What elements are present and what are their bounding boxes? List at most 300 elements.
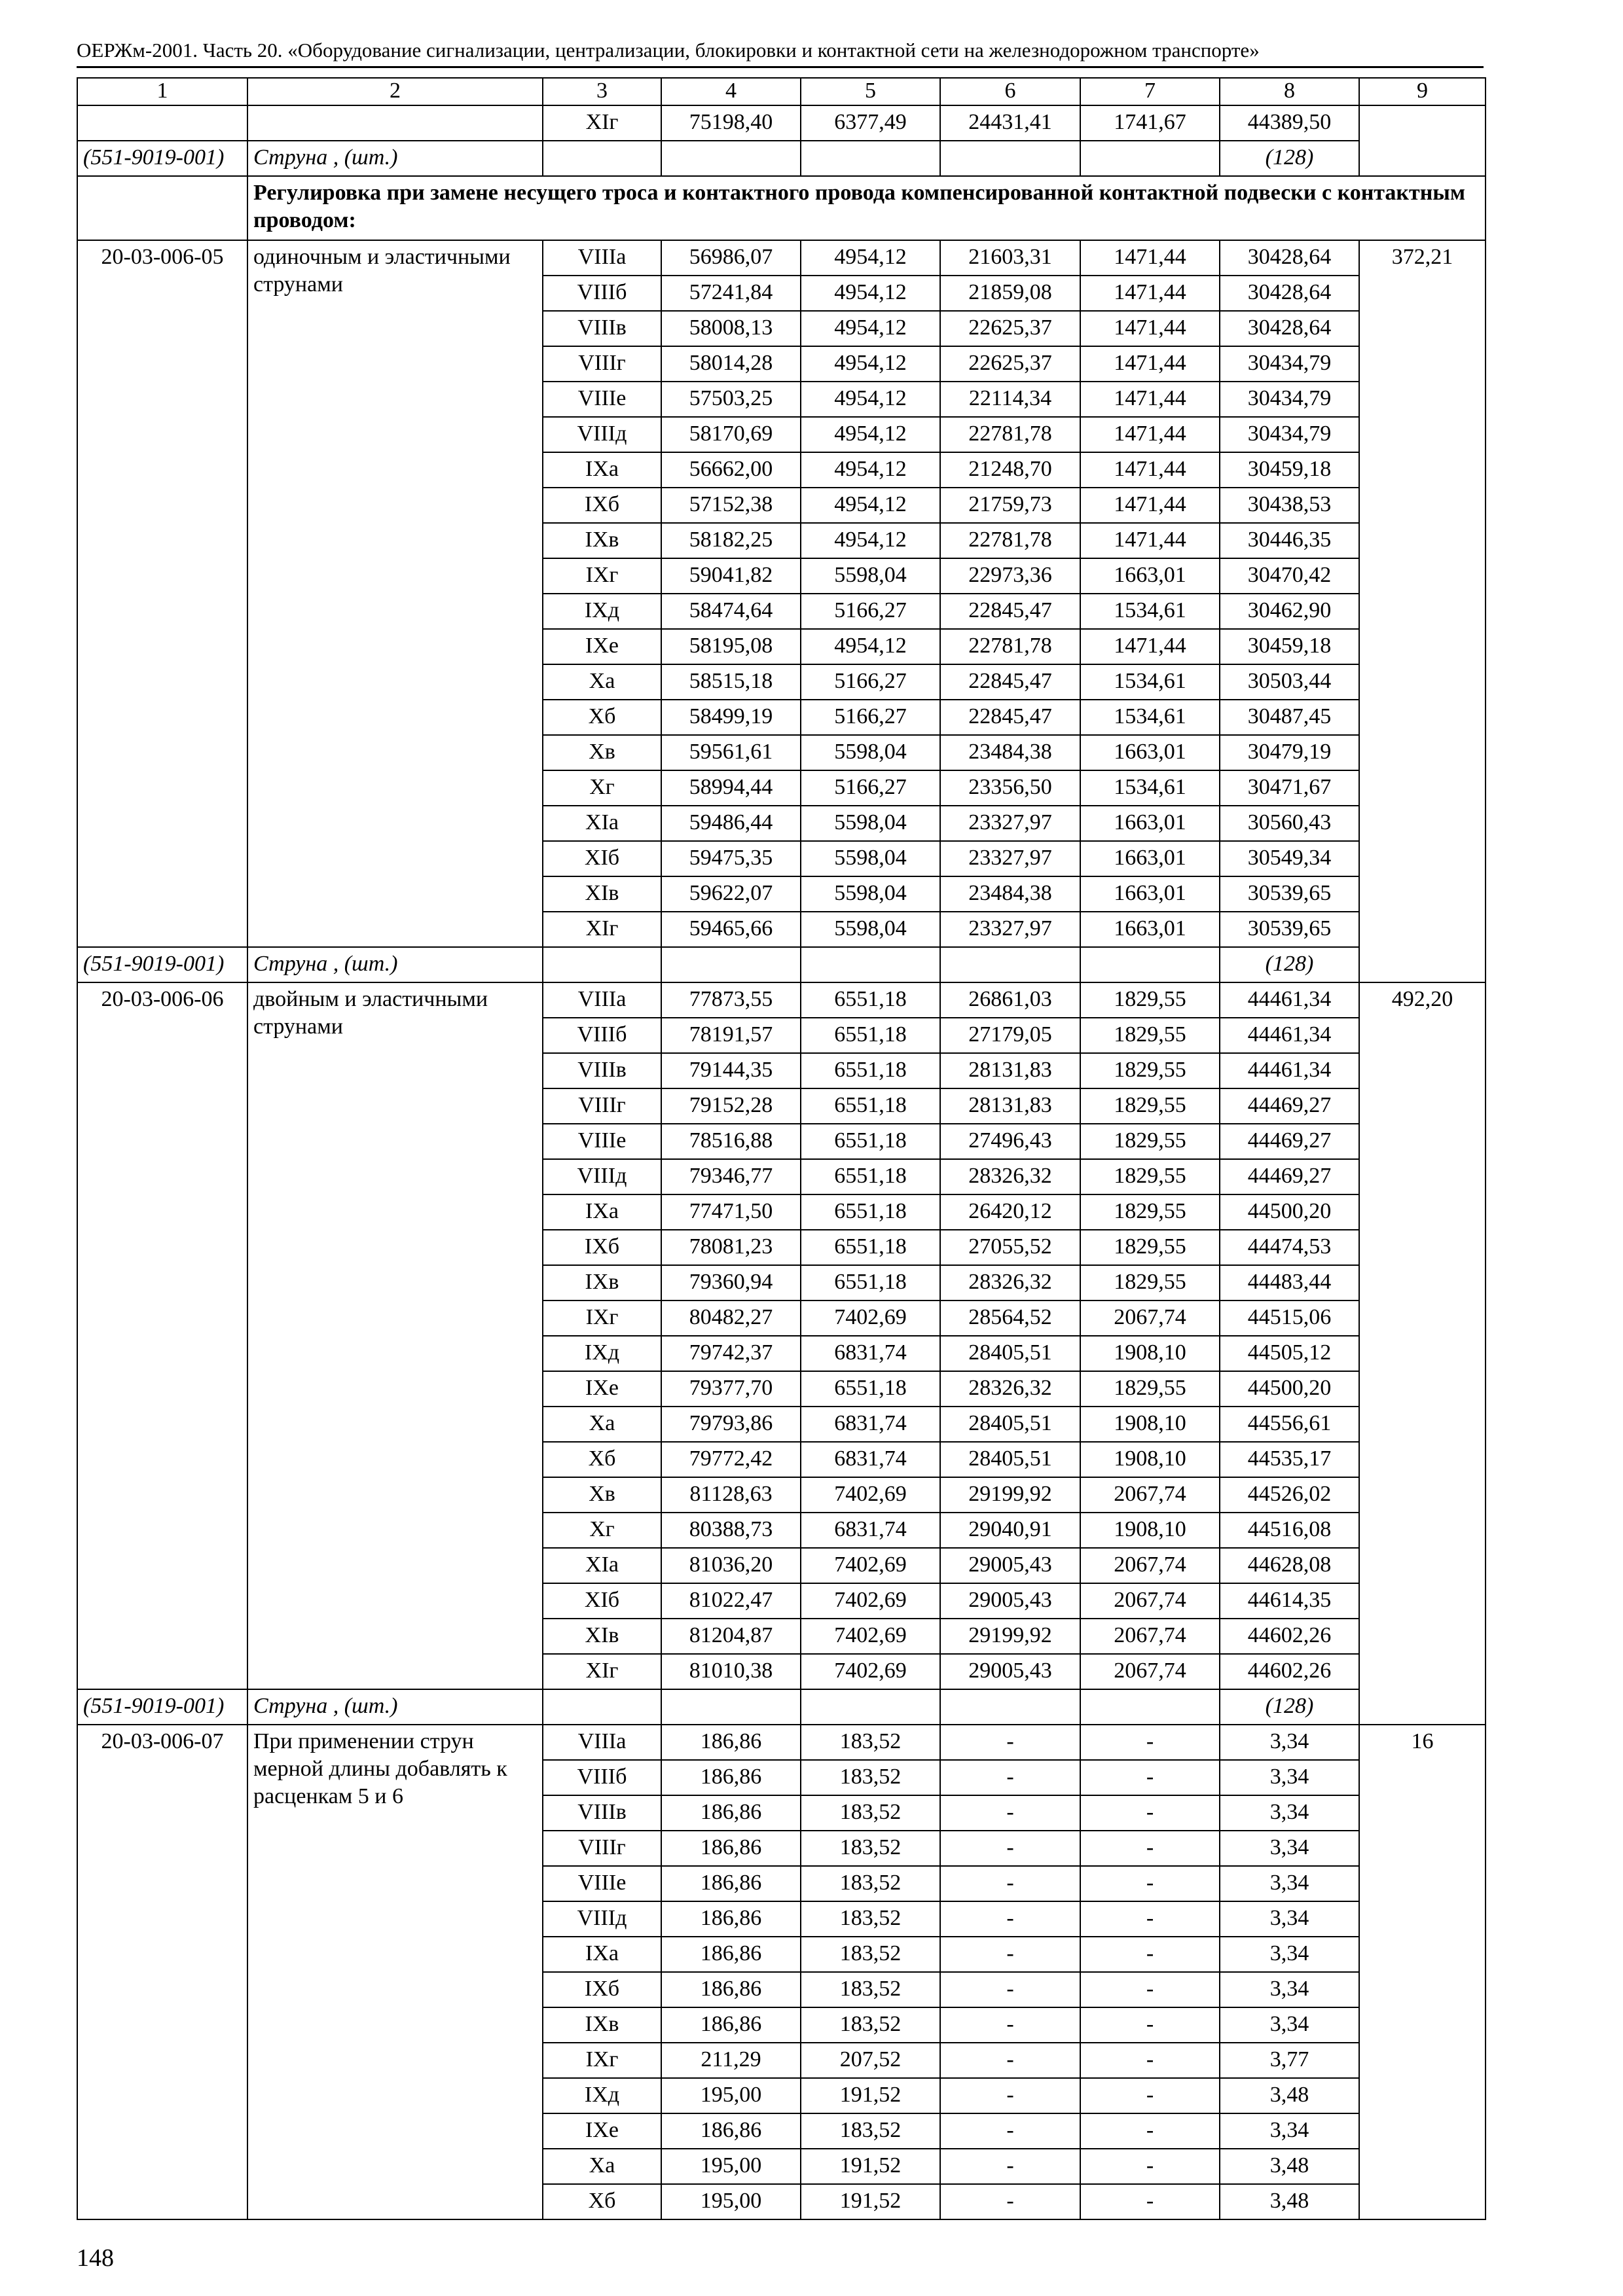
zone-cell: Ха — [543, 664, 661, 700]
wages-cell: 6551,18 — [801, 1265, 940, 1300]
wages-cell: 7402,69 — [801, 1477, 940, 1513]
machinist-wages-cell: 1471,44 — [1080, 276, 1220, 311]
wages-cell: 5598,04 — [801, 876, 940, 912]
materials-cell: 44469,27 — [1220, 1159, 1359, 1194]
machinist-wages-cell: 1908,10 — [1080, 1513, 1220, 1548]
zone-cell: Хв — [543, 1477, 661, 1513]
machinist-wages-cell: 1663,01 — [1080, 912, 1220, 947]
total-cost-cell: 80388,73 — [661, 1513, 801, 1548]
machines-cell: 27496,43 — [940, 1124, 1080, 1159]
machines-cell: 21859,08 — [940, 276, 1080, 311]
column-number-7: 7 — [1080, 78, 1220, 105]
machinist-wages-cell: 1908,10 — [1080, 1336, 1220, 1371]
table-row — [77, 105, 1486, 141]
wages-cell: 183,52 — [801, 1760, 940, 1795]
column-number-2: 2 — [247, 78, 543, 105]
wages-cell: 6551,18 — [801, 1371, 940, 1407]
total-cost-cell: 78081,23 — [661, 1230, 801, 1265]
materials-cell: 3,34 — [1220, 1760, 1359, 1795]
zone-cell: IХг — [543, 2043, 661, 2078]
wages-cell: 6831,74 — [801, 1513, 940, 1548]
machines-cell: 29199,92 — [940, 1477, 1080, 1513]
wages-cell: 183,52 — [801, 1972, 940, 2007]
machines-cell: 22845,47 — [940, 700, 1080, 735]
total-cost-cell: 58195,08 — [661, 629, 801, 664]
wages-cell: 6551,18 — [801, 1230, 940, 1265]
materials-cell: 44500,20 — [1220, 1194, 1359, 1230]
total-cost-cell: 58182,25 — [661, 523, 801, 558]
materials-cell: 3,48 — [1220, 2184, 1359, 2219]
zone-cell: VIIIа — [543, 240, 661, 276]
machines-cell: 22781,78 — [940, 523, 1080, 558]
total-cost-cell: 77471,50 — [661, 1194, 801, 1230]
zone-cell: VIIIа — [543, 1725, 661, 1760]
wages-cell: 4954,12 — [801, 629, 940, 664]
machinist-wages-cell: 1829,55 — [1080, 1018, 1220, 1053]
machinist-wages-cell: 1471,44 — [1080, 240, 1220, 276]
materials-cell: 30560,43 — [1220, 806, 1359, 841]
total-cost-cell: 59622,07 — [661, 876, 801, 912]
machinist-wages-cell: 1663,01 — [1080, 806, 1220, 841]
material-qty-cell: (128) — [1220, 141, 1359, 176]
machines-cell: 29005,43 — [940, 1548, 1080, 1583]
wages-cell: 4954,12 — [801, 276, 940, 311]
machines-cell: - — [940, 1937, 1080, 1972]
materials-cell: 3,34 — [1220, 1795, 1359, 1831]
total-cost-cell: 195,00 — [661, 2078, 801, 2113]
wages-cell: 5598,04 — [801, 806, 940, 841]
wages-cell: 4954,12 — [801, 417, 940, 452]
materials-cell: 44474,53 — [1220, 1230, 1359, 1265]
machines-cell: 23484,38 — [940, 735, 1080, 770]
total-cost-cell: 80482,27 — [661, 1300, 801, 1336]
wages-cell: 183,52 — [801, 1795, 940, 1831]
machinist-wages-cell: 1471,44 — [1080, 382, 1220, 417]
table-row — [77, 240, 1486, 276]
price-table — [77, 77, 1486, 2220]
code-cell: 20-03-006-05 — [77, 240, 247, 947]
zone-cell: VIIIа — [543, 982, 661, 1018]
materials-cell: 3,77 — [1220, 2043, 1359, 2078]
material-code-cell: (551-9019-001) — [77, 1689, 247, 1725]
materials-cell: 30487,45 — [1220, 700, 1359, 735]
machines-cell: 22845,47 — [940, 594, 1080, 629]
zone-cell: IХв — [543, 1265, 661, 1300]
materials-cell: 30539,65 — [1220, 876, 1359, 912]
zone-cell: ХIб — [543, 841, 661, 876]
total-cost-cell: 75198,40 — [661, 105, 801, 141]
material-code-cell: (551-9019-001) — [77, 947, 247, 982]
wages-cell: 5166,27 — [801, 700, 940, 735]
materials-cell: 44469,27 — [1220, 1124, 1359, 1159]
total-cost-cell: 81128,63 — [661, 1477, 801, 1513]
total-cost-cell: 58499,19 — [661, 700, 801, 735]
materials-cell: 44461,34 — [1220, 1018, 1359, 1053]
machines-cell: 23327,97 — [940, 806, 1080, 841]
machines-cell: 22625,37 — [940, 311, 1080, 346]
total-cost-cell: 81204,87 — [661, 1619, 801, 1654]
machinist-wages-cell: 2067,74 — [1080, 1300, 1220, 1336]
wages-cell: 5598,04 — [801, 558, 940, 594]
machines-cell: - — [940, 1901, 1080, 1937]
total-cost-cell: 58008,13 — [661, 311, 801, 346]
machines-cell: 21759,73 — [940, 488, 1080, 523]
wages-cell: 6551,18 — [801, 1194, 940, 1230]
materials-cell: 30434,79 — [1220, 382, 1359, 417]
table-row — [77, 982, 1486, 1018]
materials-cell: 3,34 — [1220, 2007, 1359, 2043]
wages-cell: 6831,74 — [801, 1336, 940, 1371]
materials-cell: 30539,65 — [1220, 912, 1359, 947]
machines-cell: - — [940, 2149, 1080, 2184]
total-cost-cell: 186,86 — [661, 1831, 801, 1866]
machines-cell: 22114,34 — [940, 382, 1080, 417]
materials-cell: 44535,17 — [1220, 1442, 1359, 1477]
total-cost-cell: 186,86 — [661, 1795, 801, 1831]
machinist-wages-cell: 1534,61 — [1080, 594, 1220, 629]
machines-cell: - — [940, 1831, 1080, 1866]
materials-cell: 3,48 — [1220, 2078, 1359, 2113]
wages-cell: 191,52 — [801, 2078, 940, 2113]
machines-cell: 23327,97 — [940, 841, 1080, 876]
machines-cell: 29199,92 — [940, 1619, 1080, 1654]
wages-cell: 183,52 — [801, 1901, 940, 1937]
machinist-wages-cell: - — [1080, 2184, 1220, 2219]
machines-cell: 28326,32 — [940, 1159, 1080, 1194]
materials-cell: 44505,12 — [1220, 1336, 1359, 1371]
empty-cell — [77, 176, 247, 240]
header-rule — [77, 66, 1484, 68]
wages-cell: 183,52 — [801, 2007, 940, 2043]
machinist-wages-cell: 1829,55 — [1080, 1230, 1220, 1265]
wages-cell: 7402,69 — [801, 1300, 940, 1336]
zone-cell: IХб — [543, 1972, 661, 2007]
material-qty-cell: (128) — [1220, 947, 1359, 982]
materials-cell: 44461,34 — [1220, 982, 1359, 1018]
total-cost-cell: 58014,28 — [661, 346, 801, 382]
machinist-wages-cell: 1471,44 — [1080, 452, 1220, 488]
total-cost-cell: 186,86 — [661, 1937, 801, 1972]
zone-cell: Ха — [543, 2149, 661, 2184]
total-cost-cell: 186,86 — [661, 1760, 801, 1795]
empty-cell — [1080, 947, 1220, 982]
section-title: Регулировка при замене несущего троса и контактного провода компенсированной контактной подвески с контактным проводом: — [247, 176, 1486, 240]
running-header: ОЕРЖм-2001. Часть 20. «Оборудование сигнализации, централизации, блокировки и контактной сети на железнодорожном транспорте» — [77, 39, 1260, 62]
machinist-wages-cell: 1829,55 — [1080, 982, 1220, 1018]
zone-cell: IХд — [543, 594, 661, 629]
zone-cell: Хв — [543, 735, 661, 770]
zone-cell: VIIIб — [543, 1760, 661, 1795]
total-cost-cell: 186,86 — [661, 1972, 801, 2007]
zone-cell: IХв — [543, 523, 661, 558]
machines-cell: 29005,43 — [940, 1654, 1080, 1689]
wages-cell: 6831,74 — [801, 1407, 940, 1442]
zone-cell: Ха — [543, 1407, 661, 1442]
zone-cell: IХе — [543, 2113, 661, 2149]
zone-cell: ХIб — [543, 1583, 661, 1619]
machines-cell: 28326,32 — [940, 1371, 1080, 1407]
machinist-wages-cell: 1534,61 — [1080, 700, 1220, 735]
machinist-wages-cell: - — [1080, 2043, 1220, 2078]
machines-cell: 21248,70 — [940, 452, 1080, 488]
column-number-9: 9 — [1359, 78, 1486, 105]
machines-cell: 23484,38 — [940, 876, 1080, 912]
machinist-wages-cell: 1829,55 — [1080, 1088, 1220, 1124]
machines-cell: 28405,51 — [940, 1442, 1080, 1477]
section-title-row — [77, 176, 1486, 240]
materials-cell: 30479,19 — [1220, 735, 1359, 770]
materials-cell: 3,34 — [1220, 1901, 1359, 1937]
materials-cell: 44602,26 — [1220, 1654, 1359, 1689]
machines-cell: 27055,52 — [940, 1230, 1080, 1265]
total-cost-cell: 78191,57 — [661, 1018, 801, 1053]
zone-cell: VIIIг — [543, 1088, 661, 1124]
machines-cell: 26420,12 — [940, 1194, 1080, 1230]
empty-cell — [543, 141, 661, 176]
empty-cell — [940, 1689, 1080, 1725]
zone-cell: ХIв — [543, 1619, 661, 1654]
machines-cell: 28326,32 — [940, 1265, 1080, 1300]
wages-cell: 5166,27 — [801, 594, 940, 629]
material-name-cell: Струна , (шт.) — [247, 141, 543, 176]
material-qty-cell: (128) — [1220, 1689, 1359, 1725]
materials-cell: 3,34 — [1220, 1866, 1359, 1901]
zone-cell: IХа — [543, 1937, 661, 1972]
machines-cell: 23327,97 — [940, 912, 1080, 947]
total-cost-cell: 57241,84 — [661, 276, 801, 311]
wages-cell: 4954,12 — [801, 452, 940, 488]
empty-cell — [940, 947, 1080, 982]
materials-cell: 44556,61 — [1220, 1407, 1359, 1442]
total-cost-cell: 79377,70 — [661, 1371, 801, 1407]
wages-cell: 183,52 — [801, 1937, 940, 1972]
material-row — [77, 947, 1486, 982]
zone-cell: Хг — [543, 770, 661, 806]
materials-cell: 30428,64 — [1220, 276, 1359, 311]
name-cell — [247, 105, 543, 141]
machinist-wages-cell: 1534,61 — [1080, 664, 1220, 700]
material-code-cell: (551-9019-001) — [77, 141, 247, 176]
material-row — [77, 141, 1486, 176]
materials-cell: 44602,26 — [1220, 1619, 1359, 1654]
materials-cell: 30428,64 — [1220, 240, 1359, 276]
machinist-wages-cell: - — [1080, 1831, 1220, 1866]
column-number-8: 8 — [1220, 78, 1359, 105]
total-cost-cell: 79360,94 — [661, 1265, 801, 1300]
total-cost-cell: 81010,38 — [661, 1654, 801, 1689]
total-cost-cell: 186,86 — [661, 2007, 801, 2043]
machinist-wages-cell: 1663,01 — [1080, 558, 1220, 594]
zone-cell: Хб — [543, 2184, 661, 2219]
wages-cell: 183,52 — [801, 2113, 940, 2149]
wages-cell: 4954,12 — [801, 240, 940, 276]
materials-cell: 30428,64 — [1220, 311, 1359, 346]
wages-cell: 6551,18 — [801, 1018, 940, 1053]
zone-cell: IХг — [543, 558, 661, 594]
zone-cell: ХIг — [543, 912, 661, 947]
zone-cell: IХв — [543, 2007, 661, 2043]
total-cost-cell: 57503,25 — [661, 382, 801, 417]
machinist-wages-cell: 1829,55 — [1080, 1124, 1220, 1159]
machinist-wages-cell: 1663,01 — [1080, 876, 1220, 912]
table-row — [77, 1725, 1486, 1760]
machines-cell: - — [940, 2113, 1080, 2149]
zone-cell: VIIIг — [543, 1831, 661, 1866]
machines-cell: 27179,05 — [940, 1018, 1080, 1053]
zone-cell: VIIIв — [543, 311, 661, 346]
code-cell — [77, 105, 247, 141]
wages-cell: 191,52 — [801, 2149, 940, 2184]
machines-cell: 29040,91 — [940, 1513, 1080, 1548]
materials-cell: 30438,53 — [1220, 488, 1359, 523]
materials-cell: 3,34 — [1220, 1831, 1359, 1866]
machinist-wages-cell: 1471,44 — [1080, 346, 1220, 382]
machinist-wages-cell: 2067,74 — [1080, 1583, 1220, 1619]
empty-cell — [940, 141, 1080, 176]
total-cost-cell: 186,86 — [661, 1866, 801, 1901]
machinist-wages-cell: 1908,10 — [1080, 1407, 1220, 1442]
total-cost-cell: 77873,55 — [661, 982, 801, 1018]
total-cost-cell: 59465,66 — [661, 912, 801, 947]
total-cost-cell: 79152,28 — [661, 1088, 801, 1124]
total-cost-cell: 186,86 — [661, 1725, 801, 1760]
machines-cell: - — [940, 1725, 1080, 1760]
zone-cell: IХа — [543, 1194, 661, 1230]
materials-cell: 3,34 — [1220, 1972, 1359, 2007]
machinist-wages-cell: 1829,55 — [1080, 1265, 1220, 1300]
total-cost-cell: 79793,86 — [661, 1407, 801, 1442]
wages-cell: 4954,12 — [801, 346, 940, 382]
column-number-5: 5 — [801, 78, 940, 105]
machinist-wages-cell: - — [1080, 2113, 1220, 2149]
materials-cell: 30434,79 — [1220, 346, 1359, 382]
name-cell: одиночным и эластичными струнами — [247, 240, 543, 947]
machines-cell: 24431,41 — [940, 105, 1080, 141]
name-cell: При применении струн мерной длины добавлять к расценкам 5 и 6 — [247, 1725, 543, 2219]
zone-cell: VIIIе — [543, 1124, 661, 1159]
machinist-wages-cell: 2067,74 — [1080, 1619, 1220, 1654]
materials-cell: 3,34 — [1220, 1725, 1359, 1760]
wages-cell: 6551,18 — [801, 1053, 940, 1088]
wages-cell: 207,52 — [801, 2043, 940, 2078]
machines-cell: - — [940, 2078, 1080, 2113]
material-name-cell: Струна , (шт.) — [247, 947, 543, 982]
machinist-wages-cell: 1471,44 — [1080, 629, 1220, 664]
machinist-wages-cell: 1471,44 — [1080, 417, 1220, 452]
wages-cell: 5166,27 — [801, 664, 940, 700]
machinist-wages-cell: 2067,74 — [1080, 1477, 1220, 1513]
column-number-6: 6 — [940, 78, 1080, 105]
machines-cell: 23356,50 — [940, 770, 1080, 806]
machines-cell: 22625,37 — [940, 346, 1080, 382]
materials-cell: 30503,44 — [1220, 664, 1359, 700]
wages-cell: 6377,49 — [801, 105, 940, 141]
machinist-wages-cell: - — [1080, 2007, 1220, 2043]
machines-cell: 22781,78 — [940, 417, 1080, 452]
material-name-cell: Струна , (шт.) — [247, 1689, 543, 1725]
zone-cell: ХIг — [543, 105, 661, 141]
column-number-3: 3 — [543, 78, 661, 105]
zone-cell: IХб — [543, 1230, 661, 1265]
materials-cell: 30462,90 — [1220, 594, 1359, 629]
zone-cell: IХг — [543, 1300, 661, 1336]
machines-cell: - — [940, 1972, 1080, 2007]
wages-cell: 6551,18 — [801, 982, 940, 1018]
machines-cell: 28131,83 — [940, 1088, 1080, 1124]
machines-cell: - — [940, 2043, 1080, 2078]
empty-cell — [1080, 141, 1220, 176]
materials-cell: 3,48 — [1220, 2149, 1359, 2184]
zone-cell: ХIа — [543, 1548, 661, 1583]
zone-cell: VIIIв — [543, 1053, 661, 1088]
zone-cell: IХа — [543, 452, 661, 488]
total-cost-cell: 79742,37 — [661, 1336, 801, 1371]
empty-cell — [801, 141, 940, 176]
empty-cell — [661, 947, 801, 982]
machinist-wages-cell: - — [1080, 1725, 1220, 1760]
total-cost-cell: 211,29 — [661, 2043, 801, 2078]
machines-cell: 29005,43 — [940, 1583, 1080, 1619]
material-row — [77, 1689, 1486, 1725]
machinist-wages-cell: 1741,67 — [1080, 105, 1220, 141]
column-number-4: 4 — [661, 78, 801, 105]
wages-cell: 5598,04 — [801, 841, 940, 876]
wages-cell: 4954,12 — [801, 488, 940, 523]
materials-cell: 44516,08 — [1220, 1513, 1359, 1548]
total-cost-cell: 186,86 — [661, 1901, 801, 1937]
machinist-wages-cell: 1534,61 — [1080, 770, 1220, 806]
wages-cell: 5598,04 — [801, 912, 940, 947]
labor-cell — [1359, 105, 1486, 176]
machinist-wages-cell: 1471,44 — [1080, 311, 1220, 346]
wages-cell: 183,52 — [801, 1725, 940, 1760]
empty-cell — [1080, 1689, 1220, 1725]
machinist-wages-cell: - — [1080, 1972, 1220, 2007]
machinist-wages-cell: - — [1080, 1866, 1220, 1901]
zone-cell: Хб — [543, 1442, 661, 1477]
wages-cell: 4954,12 — [801, 523, 940, 558]
machinist-wages-cell: 1471,44 — [1080, 488, 1220, 523]
zone-cell: ХIв — [543, 876, 661, 912]
machines-cell: 26861,03 — [940, 982, 1080, 1018]
zone-cell: VIIIв — [543, 1795, 661, 1831]
wages-cell: 4954,12 — [801, 311, 940, 346]
zone-cell: IХе — [543, 1371, 661, 1407]
machines-cell: 21603,31 — [940, 240, 1080, 276]
total-cost-cell: 78516,88 — [661, 1124, 801, 1159]
materials-cell: 30470,42 — [1220, 558, 1359, 594]
zone-cell: VIIIд — [543, 1159, 661, 1194]
machinist-wages-cell: - — [1080, 2078, 1220, 2113]
machinist-wages-cell: - — [1080, 1901, 1220, 1937]
labor-cell: 372,21 — [1359, 240, 1486, 982]
empty-cell — [801, 1689, 940, 1725]
materials-cell: 30459,18 — [1220, 629, 1359, 664]
materials-cell: 44469,27 — [1220, 1088, 1359, 1124]
zone-cell: IХд — [543, 1336, 661, 1371]
materials-cell: 30471,67 — [1220, 770, 1359, 806]
materials-cell: 44628,08 — [1220, 1548, 1359, 1583]
machinist-wages-cell: 2067,74 — [1080, 1654, 1220, 1689]
zone-cell: VIIIд — [543, 417, 661, 452]
materials-cell: 44515,06 — [1220, 1300, 1359, 1336]
total-cost-cell: 79144,35 — [661, 1053, 801, 1088]
zone-cell: IХе — [543, 629, 661, 664]
total-cost-cell: 79346,77 — [661, 1159, 801, 1194]
total-cost-cell: 58515,18 — [661, 664, 801, 700]
machines-cell: 28405,51 — [940, 1336, 1080, 1371]
machines-cell: 22781,78 — [940, 629, 1080, 664]
